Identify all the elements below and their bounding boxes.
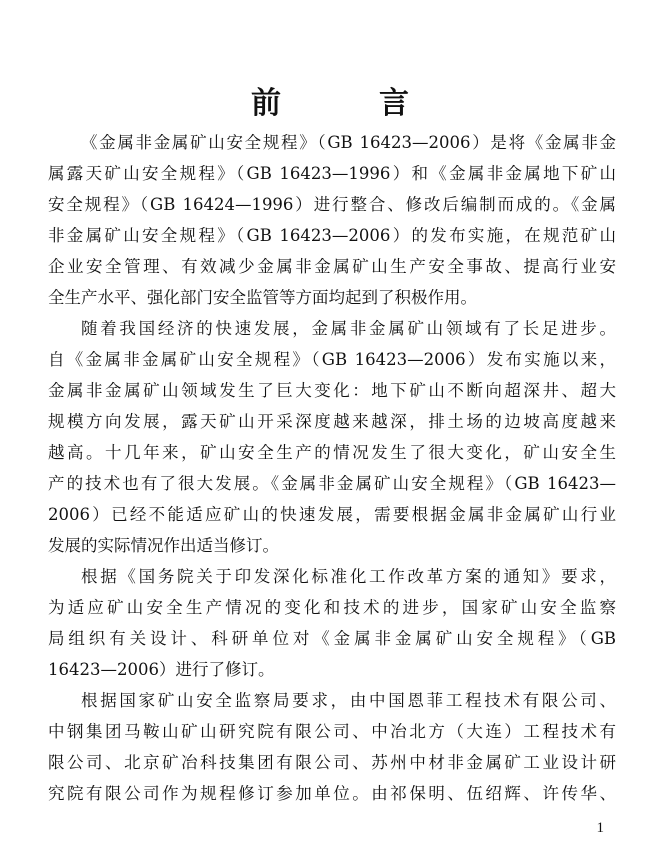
title-char-1: 前 [251, 86, 283, 122]
text-line: 16423—2006）进行了修订。 [48, 660, 275, 679]
text-line: 根据国家矿山安全监察局要求，由中国恩菲工程技术有限公司、 [81, 691, 616, 710]
text-line: 随着我国经济的快速发展，金属非金属矿山领域有了长足进步。 [81, 319, 616, 338]
text-line: 非金属矿山安全规程》（GB 16423—2006）的发布实施，在规范矿山 [48, 226, 616, 245]
page-number: 1 [596, 820, 604, 836]
text-line: 《金属非金属矿山安全规程》（GB 16423—2006）是将《金属非金 [81, 133, 616, 152]
text-line: 产的技术也有了很大发展。《金属非金属矿山安全规程》（GB 16423— [48, 474, 616, 493]
paragraph-2 [48, 313, 616, 561]
text-line: 中钢集团马鞍山矿山研究院有限公司、中冶北方（大连）工程技术有 [48, 722, 616, 741]
text-line: 为适应矿山安全生产情况的变化和技术的进步，国家矿山安全监察 [48, 598, 616, 617]
paragraph-4 [48, 685, 616, 809]
text-line: 发展的实际情况作出适当修订。 [48, 536, 279, 555]
text-line: 越高。十几年来，矿山安全生产的情况发生了很大变化，矿山安全生 [48, 443, 616, 462]
text-line: 金属非金属矿山领域发生了巨大变化：地下矿山不断向超深井、超大 [48, 381, 616, 400]
title-char-2: 言 [379, 86, 411, 122]
text-line: 安全规程》（GB 16424—1996）进行整合、修改后编制而成的。《金属 [48, 195, 616, 214]
text-line: 全生产水平、强化部门安全监管等方面均起到了积极作用。 [48, 288, 477, 307]
text-line: 企业安全管理、有效减少金属非金属矿山生产安全事故、提高行业安 [48, 257, 616, 276]
text-line: 限公司、北京矿冶科技集团有限公司、苏州中材非金属矿工业设计研 [48, 753, 616, 772]
text-line: 究院有限公司作为规程修订参加单位。由祁保明、伍绍辉、许传华、 [48, 784, 616, 803]
body-text [48, 127, 616, 809]
text-line: 2006）已经不能适应矿山的快速发展，需要根据金属非金属矿山行业 [48, 505, 616, 524]
paragraph-3 [48, 561, 616, 685]
page-title [0, 84, 662, 124]
text-line: 根据《国务院关于印发深化标准化工作改革方案的通知》要求， [81, 567, 616, 586]
paragraph-1 [48, 127, 616, 313]
text-line: 自《金属非金属矿山安全规程》（GB 16423—2006）发布实施以来， [48, 350, 616, 369]
text-line: 局组织有关设计、科研单位对《金属非金属矿山安全规程》（GB [48, 629, 616, 648]
text-line: 属露天矿山安全规程》（GB 16423—1996）和《金属非金属地下矿山 [48, 164, 616, 183]
text-line: 规模方向发展，露天矿山开采深度越来越深，排土场的边坡高度越来 [48, 412, 616, 431]
